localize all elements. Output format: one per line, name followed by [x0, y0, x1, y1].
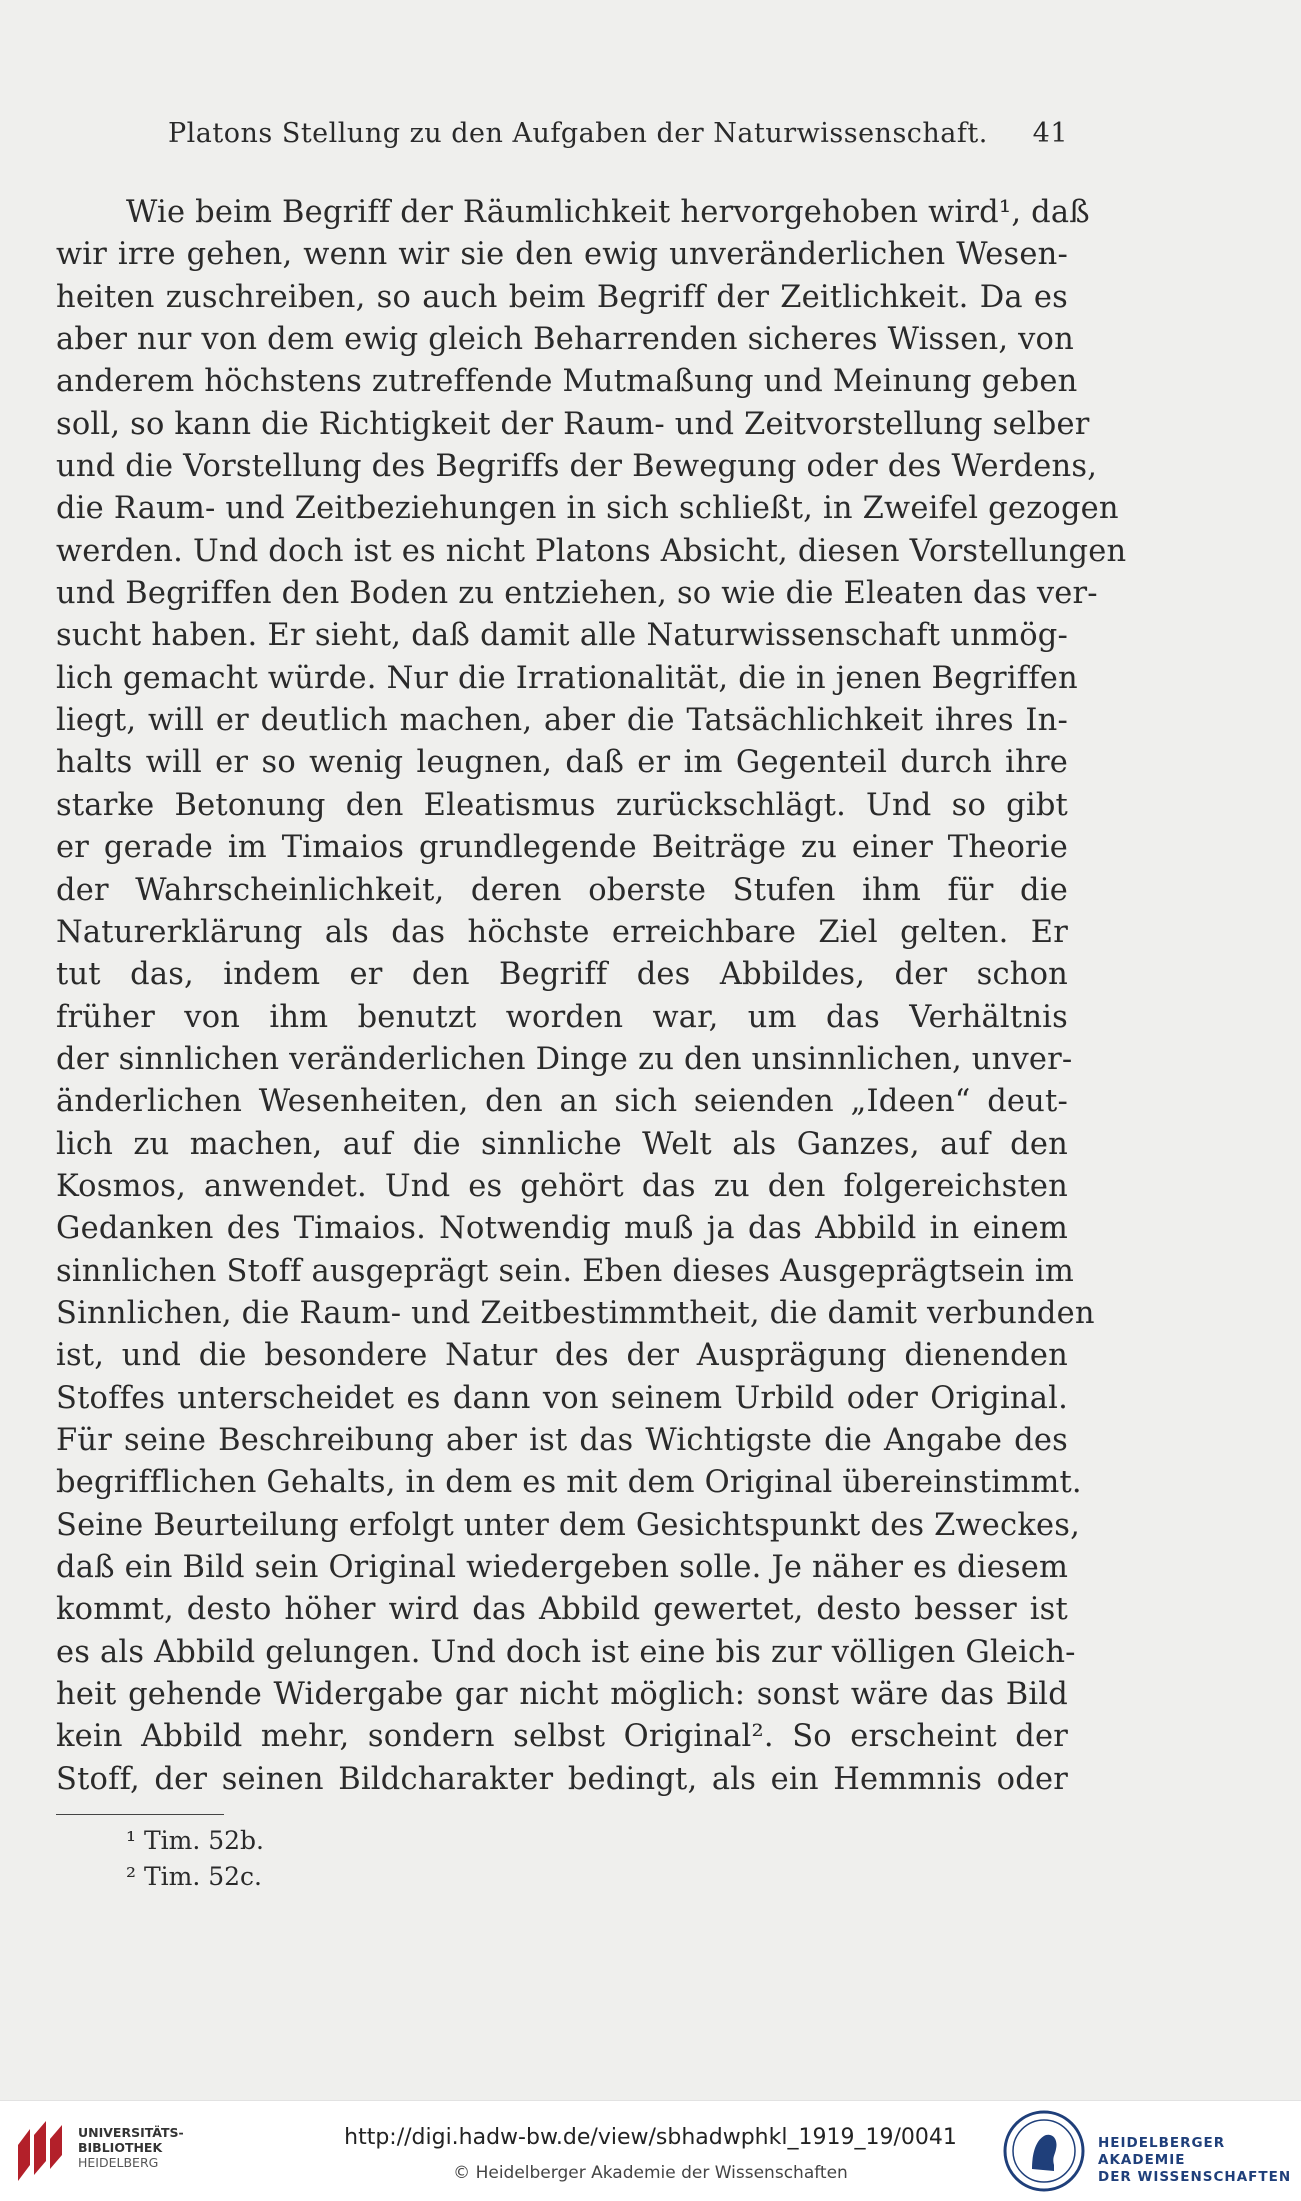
text-line: lich gemacht würde. Nur die Irrationalität, die in jenen Begriffen	[56, 660, 1078, 696]
text-line: kommt, desto höher wird das Abbild gewertet, desto besser ist	[56, 1592, 1068, 1628]
text-line: es als Abbild gelungen. Und doch ist eine bis zur völligen Gleich-	[56, 1634, 1076, 1670]
text-line: kein Abbild mehr, sondern selbst Original². So erscheint der	[56, 1719, 1068, 1755]
library-name-line1: UNIVERSITÄTS-	[78, 2125, 184, 2140]
text-line: liegt, will er deutlich machen, aber die Tatsächlichkeit ihres In-	[56, 703, 1068, 739]
text-line: und Begriffen den Boden zu entziehen, so wie die Eleaten das ver-	[56, 576, 1098, 612]
academy-name	[1098, 2135, 1301, 2186]
text-line: Gedanken des Timaios. Notwendig muß ja das Abbild in einem	[56, 1211, 1068, 1247]
footnote: ² Tim. 52c.	[126, 1862, 262, 1891]
copyright-notice: © Heidelberger Akademie der Wissenschaften	[453, 2163, 848, 2183]
text-line: soll, so kann die Richtigkeit der Raum- und Zeitvorstellung selber	[56, 406, 1090, 442]
footnotes	[126, 1823, 264, 1895]
library-name-line2: BIBLIOTHEK	[78, 2140, 163, 2155]
text-line: der Wahrscheinlichkeit, deren oberste Stufen ihm für die	[56, 872, 1068, 908]
text-line: sinnlichen Stoff ausgeprägt sein. Eben dieses Ausgeprägtsein im	[56, 1253, 1074, 1289]
text-line: ist, und die besondere Natur des der Ausprägung dienenden	[56, 1338, 1068, 1374]
text-line: Sinnlichen, die Raum- und Zeitbestimmtheit, die damit verbunden	[56, 1295, 1095, 1331]
text-line: Stoffes unterscheidet es dann von seinem Urbild oder Original.	[56, 1380, 1068, 1416]
text-line: daß ein Bild sein Original wiedergeben solle. Je näher es diesem	[56, 1550, 1069, 1585]
library-name-line3: HEIDELBERG	[78, 2155, 159, 2170]
footnote-rule	[56, 1814, 224, 1815]
text-line: änderlichen Wesenheiten, den an sich seienden „Ideen“ deut-	[56, 1084, 1068, 1120]
text-line: Naturerklärung als das höchste erreichbare Ziel gelten. Er	[56, 914, 1068, 950]
text-line: starke Betonung den Eleatismus zurückschlägt. Und so gibt	[56, 787, 1068, 823]
source-url-link[interactable]: http://digi.hadw-bw.de/view/sbhadwphkl_1919_19/0041	[344, 2125, 957, 2150]
text-line: er gerade im Timaios grundlegende Beiträge zu einer Theorie	[56, 830, 1068, 866]
page-number: 41	[1032, 118, 1068, 149]
text-line: Seine Beurteilung erfolgt unter dem Gesichtspunkt des Zweckes,	[56, 1507, 1080, 1543]
text-line: begrifflichen Gehalts, in dem es mit dem Original übereinstimmt.	[56, 1465, 1082, 1501]
text-line: Für seine Beschreibung aber ist das Wichtigste die Angabe des	[56, 1422, 1068, 1458]
text-line: Stoff, der seinen Bildcharakter bedingt, als ein Hemmnis oder	[56, 1761, 1068, 1797]
text-line: wir irre gehen, wenn wir sie den ewig unveränderlichen Wesen-	[56, 237, 1068, 273]
body-text	[56, 192, 1127, 1801]
footnote: ¹ Tim. 52b.	[126, 1826, 265, 1855]
academy-seal-icon	[1002, 2109, 1086, 2193]
text-line: früher von ihm benutzt worden war, um das Verhältnis	[56, 999, 1068, 1035]
text-line: Wie beim Begriff der Räumlichkeit hervorgehoben wird¹, daß	[126, 195, 1090, 230]
text-line: Kosmos, anwendet. Und es gehört das zu den folgereichsten	[56, 1168, 1068, 1204]
text-line: sucht haben. Er sieht, daß damit alle Naturwissenschaft unmög-	[56, 618, 1068, 654]
running-head-title: Platons Stellung zu den Aufgaben der Naturwissenschaft.	[168, 118, 988, 149]
text-line: anderem höchstens zutreffende Mutmaßung und Meinung geben	[56, 364, 1078, 400]
text-line: der sinnlichen veränderlichen Dinge zu den unsinnlichen, unver-	[56, 1041, 1073, 1077]
text-line: heiten zuschreiben, so auch beim Begriff der Zeitlichkeit. Da es	[56, 279, 1068, 315]
text-line: und die Vorstellung des Begriffs der Bewegung oder des Werdens,	[56, 449, 1098, 485]
footer-bar	[0, 2100, 1301, 2201]
text-line: die Raum- und Zeitbeziehungen in sich schließt, in Zweifel gezogen	[56, 491, 1119, 527]
academy-name-line2: DER WISSENSCHAFTEN	[1098, 2169, 1292, 2185]
text-line: aber nur von dem ewig gleich Beharrenden sicheres Wissen, von	[56, 322, 1074, 358]
text-line: tut das, indem er den Begriff des Abbildes, der schon	[56, 957, 1068, 993]
academy-name-line1: HEIDELBERGER AKADEMIE	[1098, 2135, 1226, 2168]
text-line: heit gehende Widergabe gar nicht möglich: sonst wäre das Bild	[56, 1677, 1068, 1713]
text-line: halts will er so wenig leugnen, daß er im Gegenteil durch ihre	[56, 745, 1068, 781]
text-line: werden. Und doch ist es nicht Platons Absicht, diesen Vorstellungen	[56, 533, 1127, 569]
text-line: lich zu machen, auf die sinnliche Welt als Ganzes, auf den	[56, 1126, 1068, 1162]
